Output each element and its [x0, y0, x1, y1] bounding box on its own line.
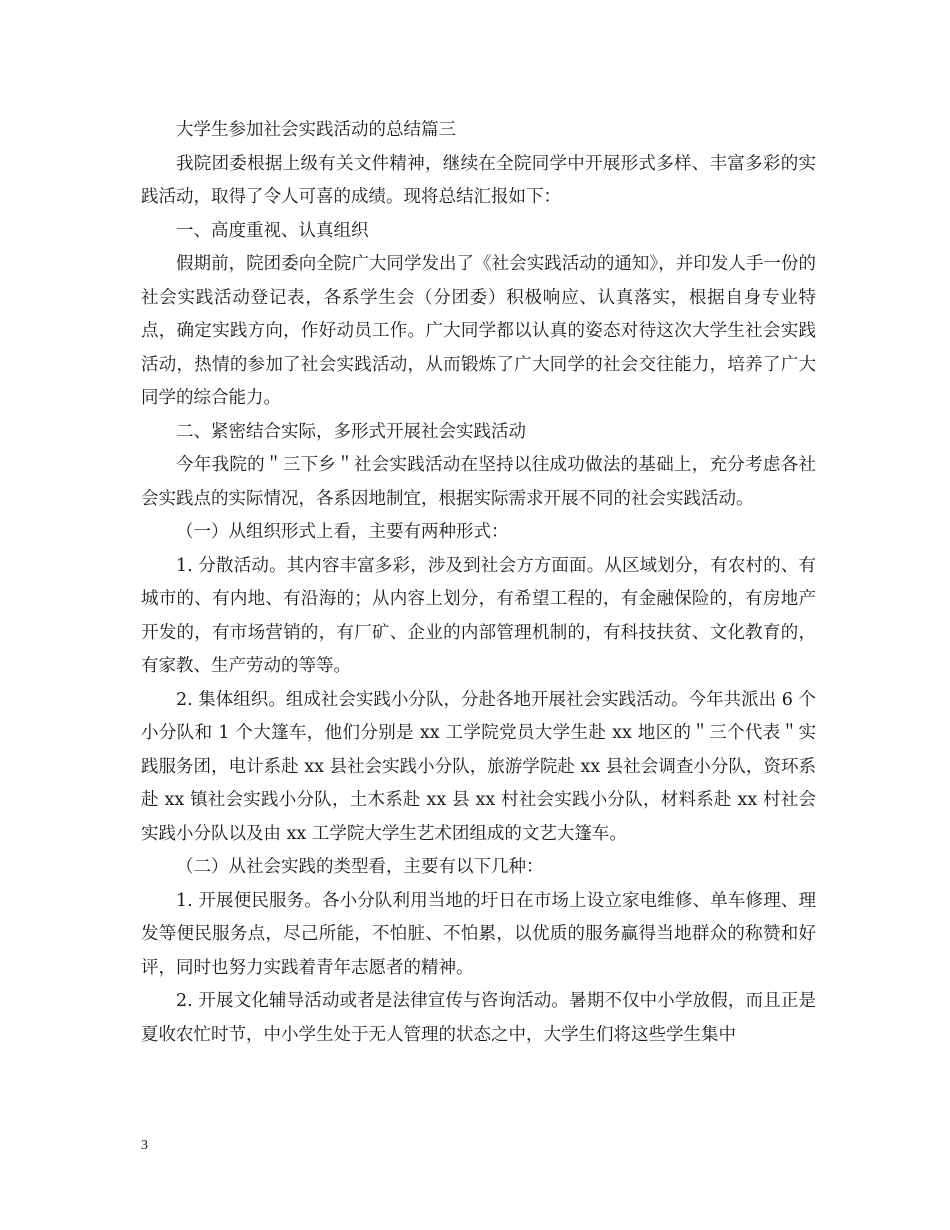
paragraph-intro: 我院团委根据上级有关文件精神，继续在全院同学中开展形式多样、丰富多彩的实践活动，取得了令人可喜的成绩。现将总结汇报如下： — [141, 153, 816, 207]
document-body — [141, 114, 816, 1052]
paragraph-section-2: 今年我院的＂三下乡＂社会实践活动在坚持以往成功做法的基础上，充分考虑各社会实践点的实际情况，各系因地制宜，根据实际需求开展不同的社会实践活动。 — [141, 455, 816, 509]
paragraph-dispersed-activities: 1. 分散活动。其内容丰富多彩，涉及到社会方方面面。从区域划分，有农村的、有城市的、有内地、有沿海的；从内容上划分，有希望工程的，有金融保险的，有房地产开发的，有市场营销的，有厂矿、企业的内部管理机制的，有科技扶贫、文化教育的，有家教、生产劳动的等等。 — [141, 555, 816, 676]
paragraph-section-1: 假期前，院团委向全院广大同学发出了《社会实践活动的通知》，并印发人手一份的社会实践活动登记表，各系学生会（分团委）积极响应、认真落实，根据自身专业特点，确定实践方向，作好动员工作。广大同学都以认真的姿态对待这次大学生社会实践活动，热情的参加了社会实践活动，从而锻炼了广大同学的社会交往能力，培养了广大同学的综合能力。 — [141, 254, 816, 408]
document-title: 大学生参加社会实践活动的总结篇三 — [176, 120, 456, 140]
subsection-heading-2: （二）从社会实践的类型看，主要有以下几种： — [176, 857, 544, 877]
paragraph-convenience-services: 1. 开展便民服务。各小分队利用当地的圩日在市场上设立家电维修、单车修理、理发等便民服务点，尽己所能，不怕脏、不怕累，以优质的服务赢得当地群众的称赞和好评，同时也努力实践着青年志愿者的精神。 — [141, 890, 816, 978]
page-number: 3 — [141, 1138, 148, 1153]
section-heading-1: 一、高度重视、认真组织 — [176, 220, 369, 241]
subsection-heading-1: （一）从组织形式上看，主要有两种形式： — [176, 522, 509, 542]
paragraph-collective-organization: 2. 集体组织。组成社会实践小分队，分赴各地开展社会实践活动。今年共派出 6 个小分队和 1 个大篷车，他们分别是 xx 工学院党员大学生赴 xx 地区的＂三个代表＂实践服务团，电计系赴 xx 县社会实践小分队，旅游学院赴 xx 县社会调查小分队，资环系赴 xx 镇社会实践小分队，土木系赴 xx 县 xx 村社会实践小分队，材料系赴 xx 村社会实践小分队以及由 xx 工学院大学生艺术团组成的文艺大篷车。 — [141, 689, 816, 844]
paragraph-cultural-tutoring: 2. 开展文化辅导活动或者是法律宣传与咨询活动。暑期不仅中小学放假，而且正是夏收农忙时节，中小学生处于无人管理的状态之中，大学生们将这些学生集中 — [141, 991, 816, 1045]
section-heading-2: 二、紧密结合实际，多形式开展社会实践活动 — [176, 421, 526, 442]
